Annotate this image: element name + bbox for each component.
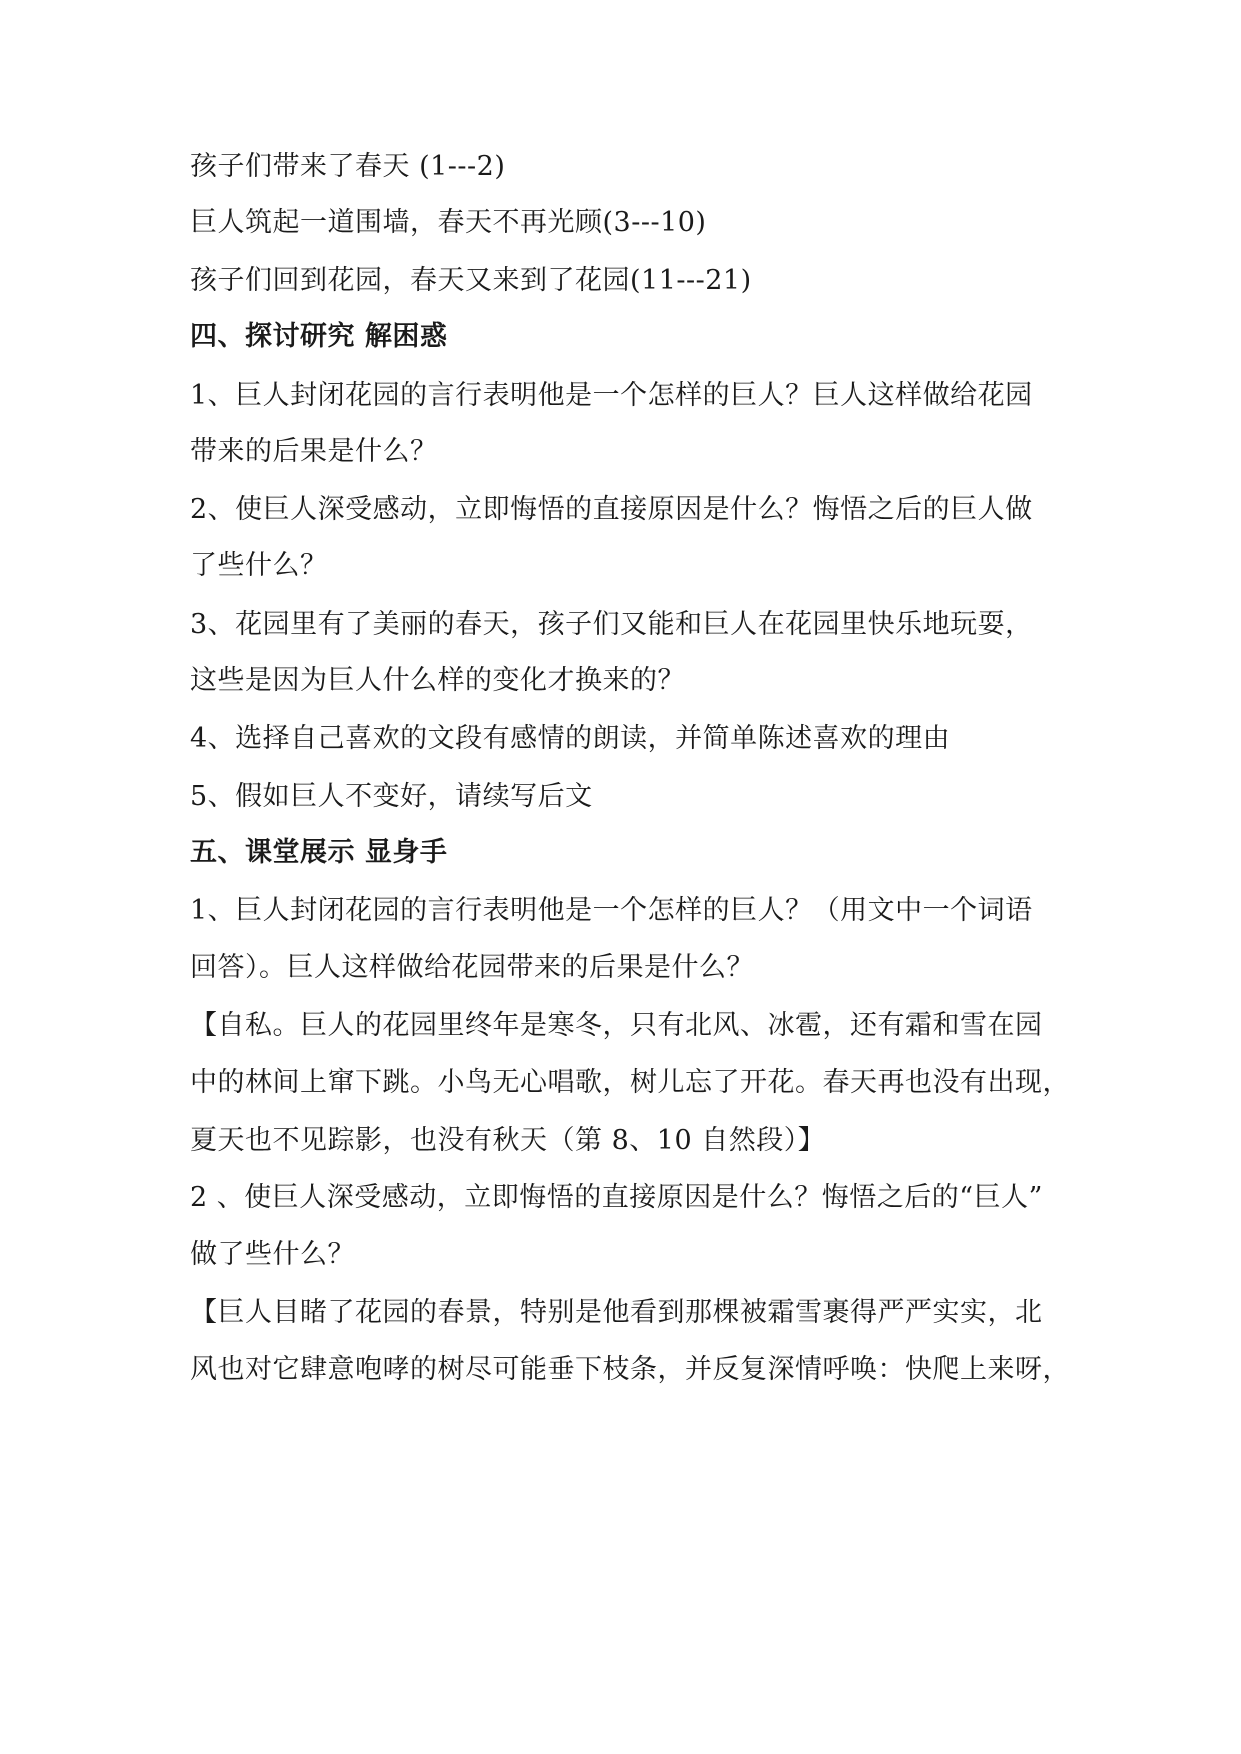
- text-line: 中的林间上窜下跳。小鸟无心唱歌，树儿忘了开花。春天再也没有出现，: [190, 1067, 1070, 1098]
- text-line: 回答）。巨人这样做给花园带来的后果是什么？: [190, 952, 754, 983]
- text-line: 了些什么？: [190, 550, 328, 581]
- text-line: 1、巨人封闭花园的言行表明他是一个怎样的巨人？巨人这样做给花园: [190, 380, 1033, 411]
- text-line: 1、巨人封闭花园的言行表明他是一个怎样的巨人？（用文中一个词语: [190, 895, 1033, 926]
- text-line: 【自私。巨人的花园里终年是寒冬，只有北风、冰雹，还有霜和雪在园: [190, 1010, 1043, 1041]
- text-line: 【巨人目睹了花园的春景，特别是他看到那棵被霜雪裹得严严实实，北: [190, 1297, 1043, 1328]
- text-line: 这些是因为巨人什么样的变化才换来的？: [190, 665, 685, 696]
- text-line: 巨人筑起一道围墙，春天不再光顾(3---10): [190, 207, 707, 238]
- text-line: 做了些什么？: [190, 1239, 355, 1270]
- text-line: 5、假如巨人不变好，请续写后文: [190, 781, 593, 812]
- text-line: 带来的后果是什么？: [190, 436, 438, 467]
- text-line: 3、花园里有了美丽的春天，孩子们又能和巨人在花园里快乐地玩耍，: [190, 609, 1033, 640]
- section-heading: 五、课堂展示 显身手: [190, 837, 448, 868]
- text-line: 4、选择自己喜欢的文段有感情的朗读，并简单陈述喜欢的理由: [190, 723, 951, 754]
- text-line: 2 、使巨人深受感动，立即悔悟的直接原因是什么？悔悟之后的“巨人”: [190, 1182, 1043, 1213]
- text-line: 孩子们回到花园，春天又来到了花园(11---21): [190, 265, 752, 296]
- text-line: 2、使巨人深受感动，立即悔悟的直接原因是什么？悔悟之后的巨人做: [190, 494, 1033, 525]
- text-line: 风也对它肆意咆哮的树尽可能垂下枝条，并反复深情呼唤：快爬上来呀，: [190, 1354, 1070, 1385]
- text-line: 夏天也不见踪影，也没有秋天（第 8、10 自然段）】: [190, 1125, 826, 1156]
- section-heading: 四、探讨研究 解困惑: [190, 321, 448, 352]
- text-line: 孩子们带来了春天 (1---2): [190, 151, 506, 182]
